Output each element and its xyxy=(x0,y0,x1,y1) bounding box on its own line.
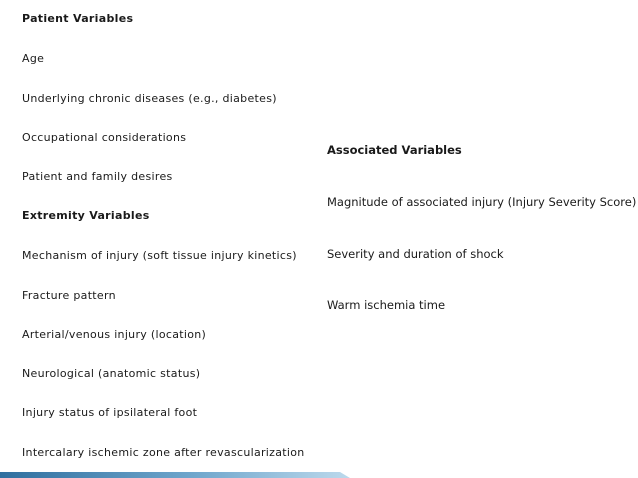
item-patient-desires: Patient and family desires xyxy=(22,170,173,183)
item-fracture-pattern: Fracture pattern xyxy=(22,289,116,302)
item-shock: Severity and duration of shock xyxy=(327,247,504,261)
item-neurological: Neurological (anatomic status) xyxy=(22,367,201,380)
patient-variables-heading: Patient Variables xyxy=(22,12,134,25)
item-associated-injury: Magnitude of associated injury (Injury Severity Score) xyxy=(327,195,637,209)
item-occupational: Occupational considerations xyxy=(22,131,187,144)
item-warm-ischemia: Warm ischemia time xyxy=(327,298,446,312)
item-ipsilateral-foot: Injury status of ipsilateral foot xyxy=(22,406,198,419)
item-age: Age xyxy=(22,52,45,65)
item-mechanism: Mechanism of injury (soft tissue injury kinetics) xyxy=(22,249,297,262)
associated-variables-heading: Associated Variables xyxy=(327,143,462,157)
extremity-variables-heading: Extremity Variables xyxy=(22,209,150,222)
item-arterial-venous: Arterial/venous injury (location) xyxy=(22,328,207,341)
item-intercalary-zone: Intercalary ischemic zone after revascularization xyxy=(22,446,305,459)
item-chronic-diseases: Underlying chronic diseases (e.g., diabetes) xyxy=(22,92,277,105)
footer-accent-bar xyxy=(0,468,638,478)
footer-accent-shape xyxy=(0,472,350,478)
